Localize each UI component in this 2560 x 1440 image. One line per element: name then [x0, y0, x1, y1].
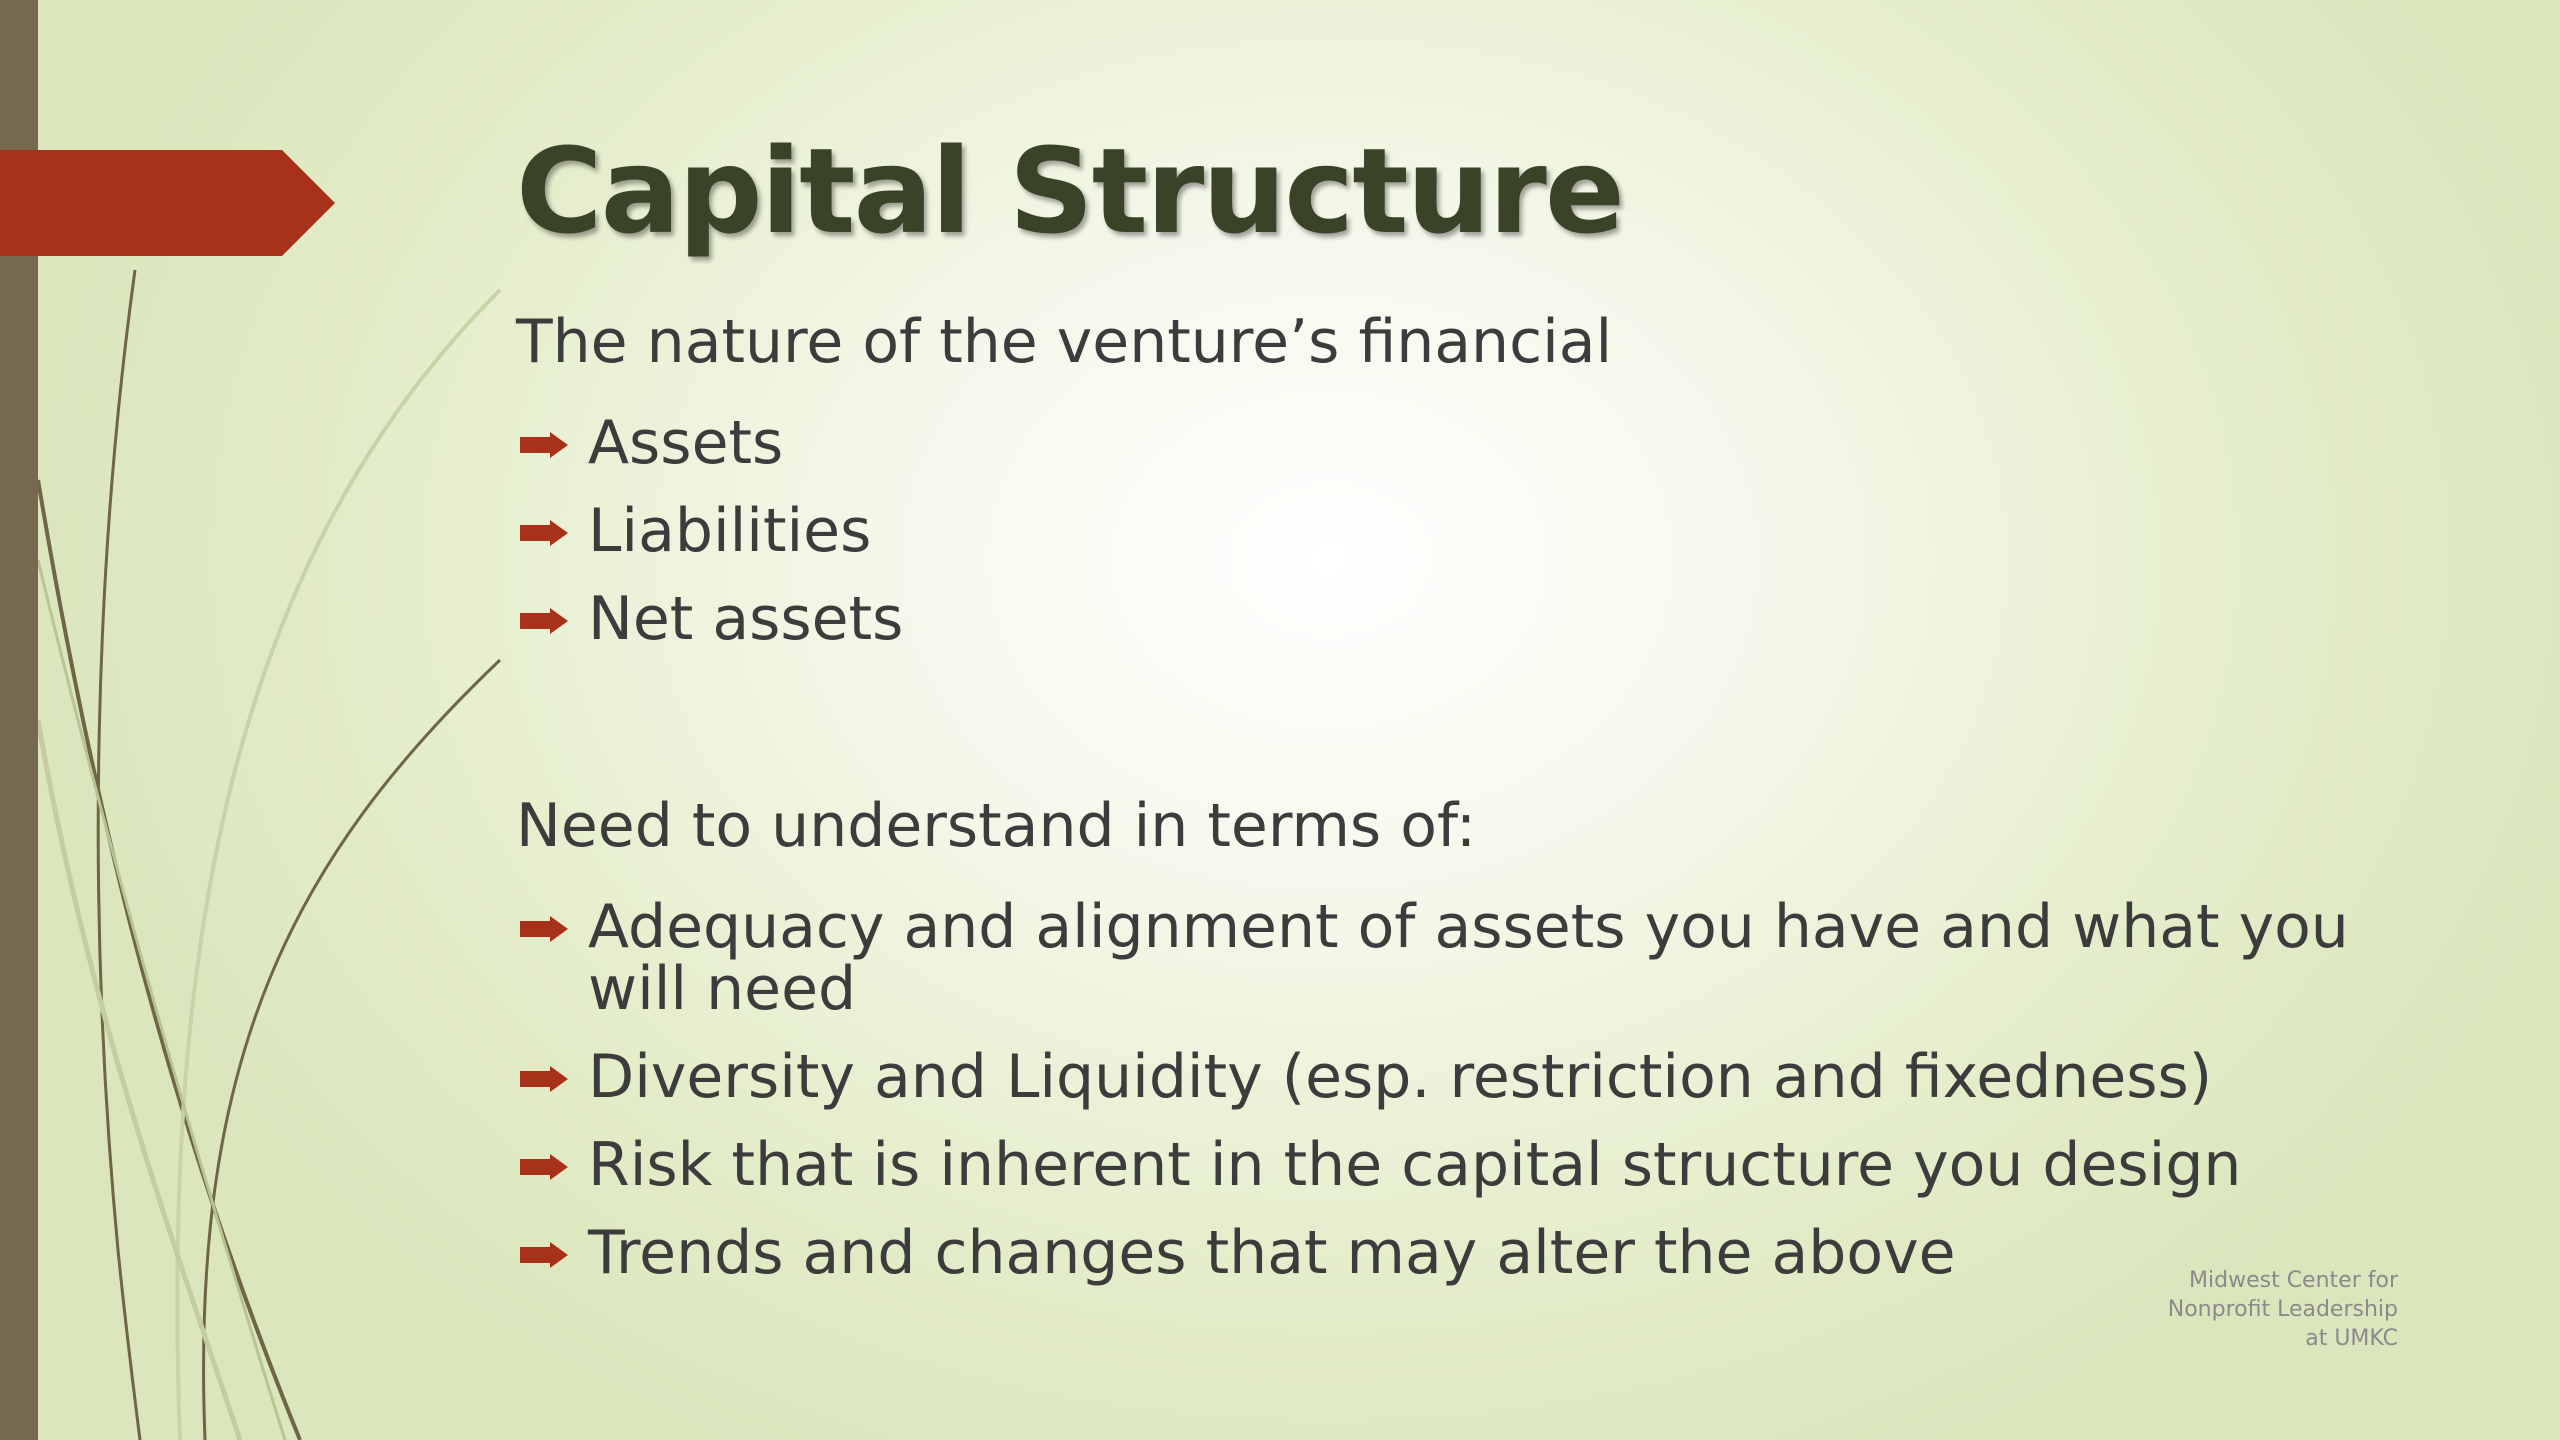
bullet-arrow-icon: [520, 1242, 568, 1268]
understand-list: [516, 892, 2396, 1288]
list-item: [516, 584, 2396, 654]
list-item: [516, 892, 2396, 1024]
list-item-text: Net assets: [588, 584, 904, 654]
bullet-arrow-icon: [520, 916, 568, 942]
intro-list: [516, 408, 2396, 654]
list-item: [516, 1218, 2396, 1288]
section-heading: Need to understand in terms of:: [516, 791, 1477, 861]
intro-text: The nature of the venture’s financial: [516, 307, 1613, 377]
slide-body: [516, 298, 2396, 1310]
list-item-text: Trends and changes that may alter the above: [588, 1218, 1956, 1288]
footer-organization: Midwest Center for Nonprofit Leadership at UMKC: [2167, 1268, 2398, 1351]
list-item: [516, 408, 2396, 478]
list-item: [516, 1130, 2396, 1200]
bullet-arrow-icon: [520, 1154, 568, 1180]
list-item: [516, 496, 2396, 566]
list-item: [516, 1042, 2396, 1112]
bullet-arrow-icon: [520, 432, 568, 458]
bullet-arrow-icon: [520, 608, 568, 634]
list-item-text: Diversity and Liquidity (esp. restriction and fixedness): [588, 1042, 2213, 1112]
list-item-text: Risk that is inherent in the capital structure you design: [588, 1130, 2242, 1200]
title-arrow-shape: [0, 150, 335, 256]
bullet-arrow-icon: [520, 1066, 568, 1092]
spacer: [516, 676, 2396, 782]
list-item-text: Liabilities: [588, 496, 872, 566]
slide-title: Capital Structure: [516, 122, 1623, 260]
list-item-text: Assets: [588, 408, 784, 478]
bullet-arrow-icon: [520, 520, 568, 546]
list-item-text: Adequacy and alignment of assets you have and what you will need: [588, 892, 2349, 1024]
